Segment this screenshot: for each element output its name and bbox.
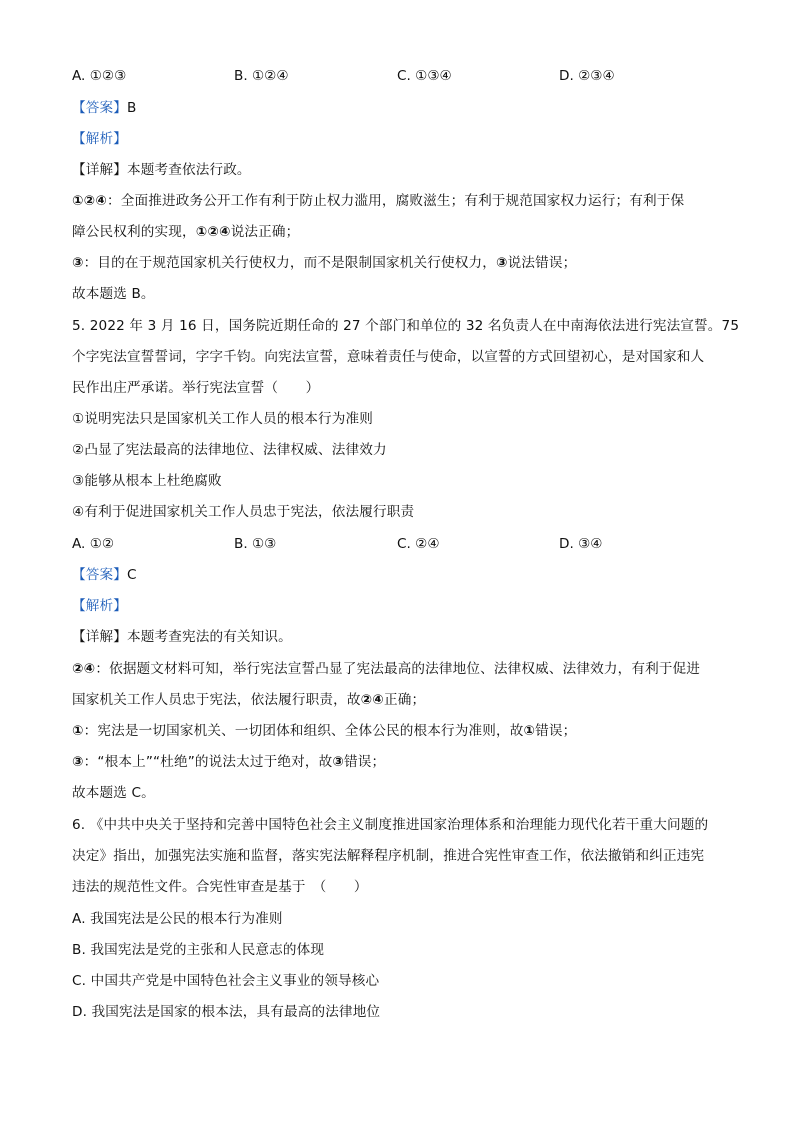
q5-detail-label: 【详解】 <box>72 629 127 645</box>
q4-answer-value: B <box>126 100 137 116</box>
q4-option-b: B. ①②④ <box>234 68 289 84</box>
q5-answer-label: 【答案】 <box>72 567 127 583</box>
q5-analysis-p3: ③：“根本上”“杜绝”的说法太过于绝对，故③错误； <box>72 754 386 770</box>
q4-option-d: D. ②③④ <box>559 68 615 84</box>
q4-analysis-p1-a: ①②④：全面推进政务公开工作有利于防止权力滥用，腐败滋生；有利于规范国家权力运行；有利于保 <box>72 193 685 209</box>
q6-choice-d: D. 我国宪法是国家的根本法，具有最高的法律地位 <box>72 1004 381 1020</box>
q4-detail-text: 本题考查依法行政。 <box>126 162 251 178</box>
q5-answer <box>72 565 724 585</box>
q4-option-a: A. ①②③ <box>72 68 127 84</box>
q4-analysis-label: 【解析】 <box>72 131 127 147</box>
q5-item-1: ①说明宪法只是国家机关工作人员的根本行为准则 <box>72 411 373 427</box>
q4-answer <box>72 98 724 118</box>
q5-option-a: A. ①② <box>72 536 115 552</box>
q4-analysis-p2: ③：目的在于规范国家机关行使权力，而不是限制国家机关行使权力，③说法错误； <box>72 255 577 271</box>
q5-detail <box>72 627 724 647</box>
q5-answer-value: C <box>126 567 137 583</box>
q5-item-4: ④有利于促进国家机关工作人员忠于宪法，依法履行职责 <box>72 504 415 520</box>
q6-choice-c: C. 中国共产党是中国特色社会主义事业的领导核心 <box>72 973 380 989</box>
q5-analysis-p1-b: 国家机关工作人员忠于宪法，依法履行职责，故②④正确； <box>72 692 426 708</box>
q6-choice-b: B. 我国宪法是党的主张和人民意志的体现 <box>72 942 325 958</box>
q6-stem-line-2: 决定》指出，加强宪法实施和监督，落实宪法解释程序机制，推进合宪性审查工作，依法撤销和纠正违宪 <box>72 848 705 864</box>
q4-conclusion: 故本题选 B。 <box>72 286 155 302</box>
q5-item-3: ③能够从根本上杜绝腐败 <box>72 473 222 489</box>
q5-stem-line-3: 民作出庄严承诺。举行宪法宣誓（ ） <box>72 380 320 396</box>
q5-analysis-label: 【解析】 <box>72 598 127 614</box>
q5-item-2: ②凸显了宪法最高的法律地位、法律权威、法律效力 <box>72 442 387 458</box>
q6-stem-line-3: 违法的规范性文件。合宪性审查是基于 （ ） <box>72 879 368 895</box>
q6-choice-a: A. 我国宪法是公民的根本行为准则 <box>72 911 283 927</box>
q5-stem-line-1: 5. 2022 年 3 月 16 日，国务院近期任命的 27 个部门和单位的 32 名负责人在中南海依法进行宪法宣誓。75 <box>72 318 740 334</box>
q5-option-d: D. ③④ <box>559 536 603 552</box>
q4-option-c: C. ①③④ <box>397 68 452 84</box>
q5-option-c: C. ②④ <box>397 536 440 552</box>
q6-stem-line-1: 6. 《中共中央关于坚持和完善中国特色社会主义制度推进国家治理体系和治理能力现代化若干重大问题的 <box>72 817 709 833</box>
q5-option-b: B. ①③ <box>234 536 277 552</box>
q4-analysis-p1-b: 障公民权利的实现，①②④说法正确； <box>72 224 300 240</box>
q4-answer-label: 【答案】 <box>72 100 127 116</box>
q5-analysis-p1-a: ②④：依据题文材料可知，举行宪法宣誓凸显了宪法最高的法律地位、法律权威、法律效力，有利于促进 <box>72 661 701 677</box>
q4-detail <box>72 160 724 180</box>
q4-detail-label: 【详解】 <box>72 162 127 178</box>
q5-stem-line-2: 个字宪法宣誓誓词，字字千钧。向宪法宣誓，意味着责任与使命，以宣誓的方式回望初心，是对国家和人 <box>72 349 705 365</box>
q5-analysis-p2: ①：宪法是一切国家机关、一切团体和组织、全体公民的根本行为准则，故①错误； <box>72 723 577 739</box>
q5-detail-text: 本题考查宪法的有关知识。 <box>126 629 292 645</box>
q5-conclusion: 故本题选 C。 <box>72 785 155 801</box>
